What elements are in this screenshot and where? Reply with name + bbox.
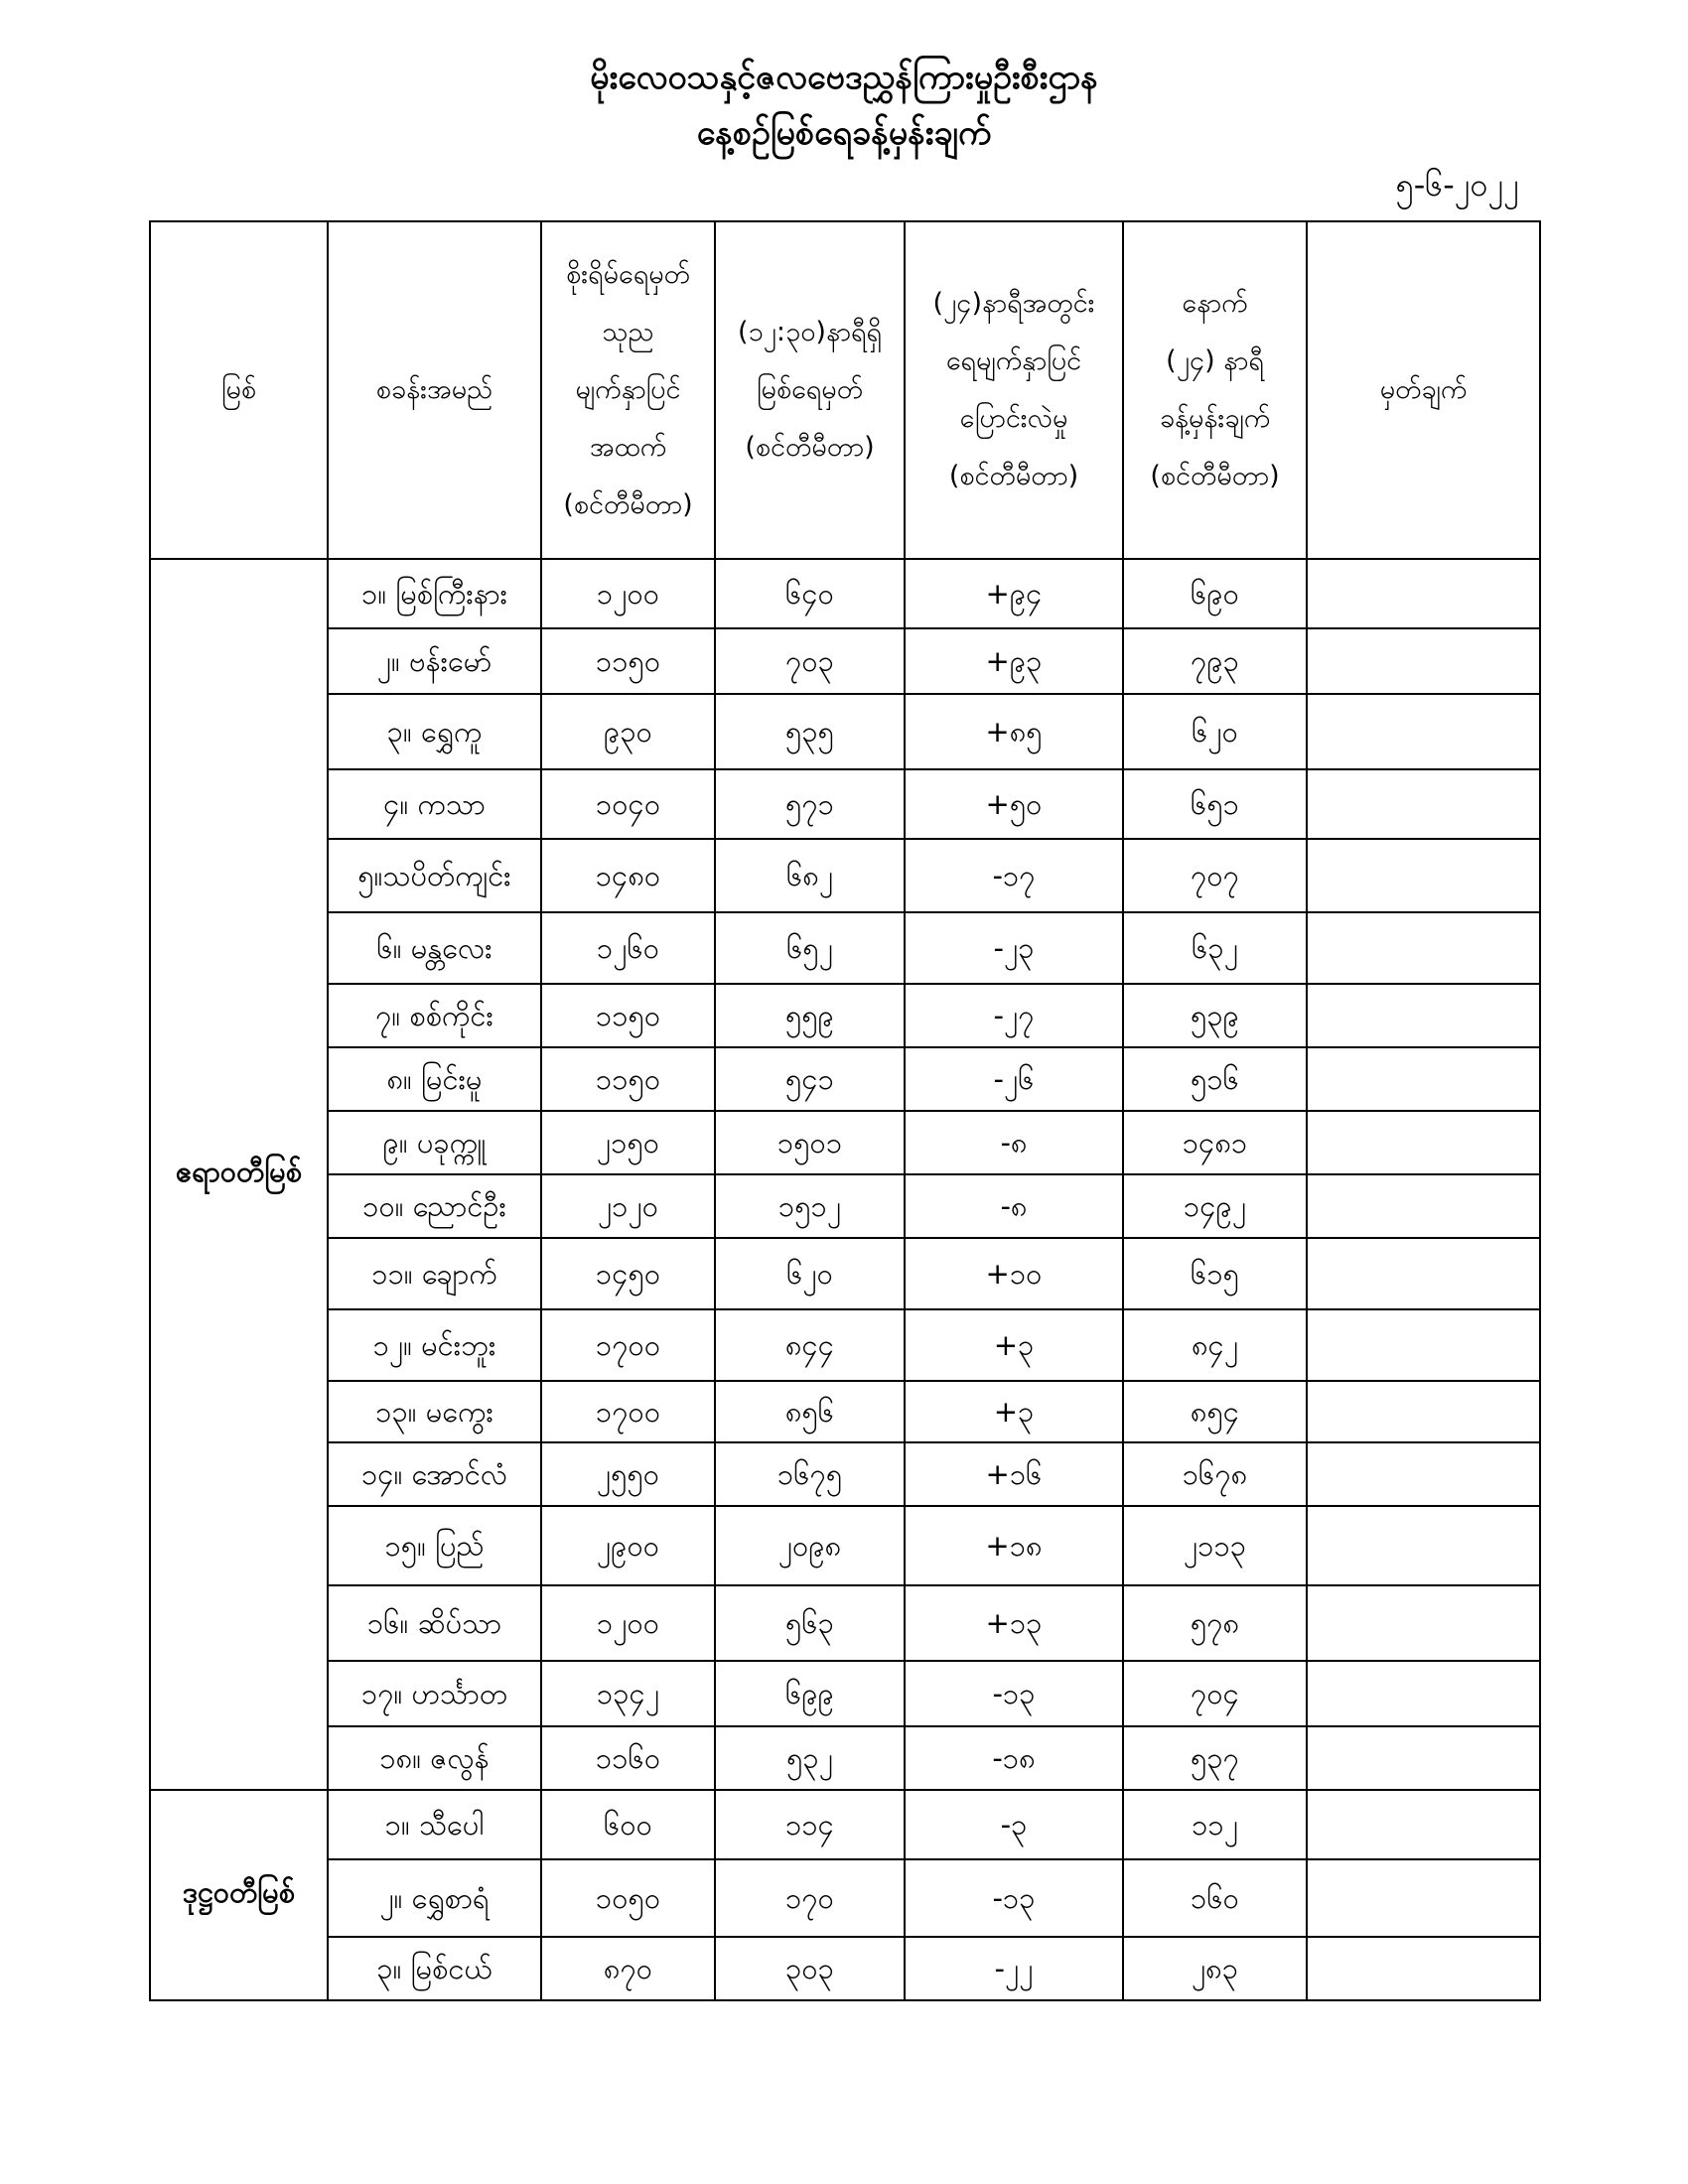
column-header-station [328,221,541,559]
forecast-cell: ၁၁၂ [1123,1790,1307,1859]
table-body [150,559,1540,2000]
table-row [150,1726,1540,1790]
danger-cell: ၂၉၀၀ [541,1506,715,1585]
remark-cell [1307,1174,1540,1238]
level-cell: ၅၃၂ [715,1726,905,1790]
level-cell: ၅၄၁ [715,1047,905,1111]
remark-cell [1307,1726,1540,1790]
table-row [150,1859,1540,1937]
change-cell: -၈ [905,1111,1123,1174]
table-row [150,1309,1540,1381]
danger-cell: ၁၇၀၀ [541,1309,715,1381]
danger-cell: ၁၂၆၀ [541,912,715,984]
remark-cell [1307,1442,1540,1506]
change-cell: +၁၆ [905,1442,1123,1506]
level-cell: ၁၁၄ [715,1790,905,1859]
river-name-cell: ဧရာဝတီမြစ် [150,559,328,1790]
column-header-line: ခန့်မှန်းချက် [1159,403,1271,434]
remark-cell [1307,912,1540,984]
table-row [150,1174,1540,1238]
danger-cell: ၁၃၄၂ [541,1661,715,1726]
forecast-cell: ၅၃၉ [1123,984,1307,1047]
column-header-line: မျက်နှာပြင် [575,374,681,405]
station-cell: ၁၅။ ပြည် [328,1506,541,1585]
remark-cell [1307,1111,1540,1174]
station-cell: ၉။ ပခုက္ကူ [328,1111,541,1174]
forecast-cell: ၅၇၈ [1123,1585,1307,1661]
change-cell: +၉၄ [905,559,1123,628]
report-date: ၅-၆-၂၀၂၂ [1395,166,1519,204]
remark-cell [1307,1585,1540,1661]
station-cell: ၁၁။ ချောက် [328,1238,541,1309]
station-cell: ၁၆။ ဆိပ်သာ [328,1585,541,1661]
station-cell: ၁၃။ မကွေး [328,1381,541,1442]
station-cell: ၂။ ရွှေစာရံ [328,1859,541,1937]
danger-cell: ၁၂၀၀ [541,559,715,628]
column-header-river [150,221,328,559]
station-cell: ၂။ ဗန်းမော် [328,628,541,694]
table-row [150,769,1540,839]
column-header-line: (၂၄)နာရီအတွင်း [932,288,1095,319]
change-cell: +၅၀ [905,769,1123,839]
column-header-line: မြစ်ရေမှတ် [756,374,864,405]
level-cell: ၁၅၁၂ [715,1174,905,1238]
remark-cell [1307,1859,1540,1937]
danger-cell: ၁၄၅၀ [541,1238,715,1309]
remark-cell [1307,1047,1540,1111]
forecast-cell: ၈၅၄ [1123,1381,1307,1442]
station-cell: ၁၇။ ဟင်္သာတ [328,1661,541,1726]
column-header-danger [541,221,715,559]
forecast-cell: ၂၁၁၃ [1123,1506,1307,1585]
forecast-cell: ၁၆၀ [1123,1859,1307,1937]
level-cell: ၆၈၂ [715,839,905,912]
remark-cell [1307,628,1540,694]
column-header-line: (စင်တီမီတာ) [1150,461,1280,491]
column-header-line: ရေမျက်နှာပြင် [945,345,1082,376]
column-header-line: (၂၄) နာရီ [1166,345,1264,376]
remark-cell [1307,1790,1540,1859]
table-row [150,1790,1540,1859]
remark-cell [1307,1661,1540,1726]
change-cell: -၁၃ [905,1661,1123,1726]
column-header-remark [1307,221,1540,559]
remark-cell [1307,1309,1540,1381]
forecast-cell: ၇၀၄ [1123,1661,1307,1726]
danger-cell: ၁၁၆၀ [541,1726,715,1790]
table-row [150,1661,1540,1726]
danger-cell: ၁၇၀၀ [541,1381,715,1442]
station-cell: ၁။ သီပေါ [328,1790,541,1859]
level-cell: ၅၆၃ [715,1585,905,1661]
change-cell: -၁၃ [905,1859,1123,1937]
change-cell: +၁၈ [905,1506,1123,1585]
change-cell: +၃ [905,1309,1123,1381]
forecast-cell: ၂၈၃ [1123,1937,1307,2000]
remark-cell [1307,694,1540,769]
station-cell: ၁၄။ အောင်လံ [328,1442,541,1506]
river-level-table [149,220,1541,2001]
table-row [150,912,1540,984]
column-header-line: မှတ်ချက် [1379,374,1468,405]
level-cell: ၁၆၇၅ [715,1442,905,1506]
column-header-line: သုည [602,317,654,347]
forecast-cell: ၇၉၃ [1123,628,1307,694]
level-cell: ၁၇၀ [715,1859,905,1937]
forecast-cell: ၇၀၇ [1123,839,1307,912]
forecast-cell: ၁၄၉၂ [1123,1174,1307,1238]
table-row [150,1506,1540,1585]
column-header-line: ပြောင်းလဲမှု [959,403,1068,434]
page-subtitle: နေ့စဉ်မြစ်ရေခန့်မှန်းချက် [696,113,992,153]
level-cell: ၆၉၉ [715,1661,905,1726]
station-cell: ၃။ ရွှေကူ [328,694,541,769]
danger-cell: ၆၀၀ [541,1790,715,1859]
forecast-cell: ၈၄၂ [1123,1309,1307,1381]
change-cell: -၈ [905,1174,1123,1238]
change-cell: -၂၂ [905,1937,1123,2000]
level-cell: ၅၃၅ [715,694,905,769]
danger-cell: ၂၁၂၀ [541,1174,715,1238]
table-row [150,1111,1540,1174]
forecast-cell: ၆၉၀ [1123,559,1307,628]
river-name-cell: ဒုဋ္ဌဝတီမြစ် [150,1790,328,2000]
column-header-line: မြစ် [220,374,257,405]
forecast-cell: ၅၃၇ [1123,1726,1307,1790]
danger-cell: ၁၁၅၀ [541,1047,715,1111]
level-cell: ၂၀၉၈ [715,1506,905,1585]
remark-cell [1307,1506,1540,1585]
column-header-forecast [1123,221,1307,559]
danger-cell: ၁၁၅၀ [541,984,715,1047]
forecast-cell: ၆၅၁ [1123,769,1307,839]
remark-cell [1307,1238,1540,1309]
danger-cell: ၁၂၀၀ [541,1585,715,1661]
level-cell: ၇၀၃ [715,628,905,694]
station-cell: ၆။ မန္တလေး [328,912,541,984]
level-cell: ၁၅၀၁ [715,1111,905,1174]
forecast-cell: ၁၆၇၈ [1123,1442,1307,1506]
table-row [150,559,1540,628]
change-cell: +၁၀ [905,1238,1123,1309]
table-header-row [150,221,1540,559]
table-row [150,1937,1540,2000]
station-cell: ၅။သပိတ်ကျင်း [328,839,541,912]
danger-cell: ၁၀၅၀ [541,1859,715,1937]
table-row [150,628,1540,694]
table-row [150,1238,1540,1309]
column-header-change [905,221,1123,559]
column-header-line: နောက် [1182,288,1248,319]
remark-cell [1307,984,1540,1047]
danger-cell: ၈၇၀ [541,1937,715,2000]
column-header-line: (စင်တီမီတာ) [948,461,1079,491]
danger-cell: ၁၄၈၀ [541,839,715,912]
change-cell: +၁၃ [905,1585,1123,1661]
change-cell: -၁၇ [905,839,1123,912]
level-cell: ၆၂၀ [715,1238,905,1309]
remark-cell [1307,1381,1540,1442]
table-row [150,694,1540,769]
station-cell: ၁၀။ ညောင်ဦး [328,1174,541,1238]
table-row [150,1585,1540,1661]
change-cell: -၁၈ [905,1726,1123,1790]
station-cell: ၇။ စစ်ကိုင်း [328,984,541,1047]
remark-cell [1307,769,1540,839]
change-cell: -၃ [905,1790,1123,1859]
station-cell: ၄။ ကသာ [328,769,541,839]
forecast-cell: ၁၄၈၁ [1123,1111,1307,1174]
column-header-line: စခန်းအမည် [375,374,493,405]
level-cell: ၃၀၃ [715,1937,905,2000]
page-title: မိုးလေဝသနှင့်ဇလဗေဒညွှန်ကြားမှုဦးစီးဌာန [590,58,1098,97]
station-cell: ၈။ မြင်းမူ [328,1047,541,1111]
column-header-line: (စင်တီမီတာ) [563,489,693,520]
station-cell: ၃။ မြစ်ငယ် [328,1937,541,2000]
column-header-line: အထက် [589,432,667,463]
change-cell: +၈၅ [905,694,1123,769]
station-cell: ၁၂။ မင်းဘူး [328,1309,541,1381]
table-row [150,984,1540,1047]
change-cell: -၂၆ [905,1047,1123,1111]
remark-cell [1307,1937,1540,2000]
column-header-line: (စင်တီမီတာ) [745,432,875,463]
forecast-cell: ၆၂၀ [1123,694,1307,769]
table-row [150,1047,1540,1111]
danger-cell: ၉၃၀ [541,694,715,769]
level-cell: ၅၇၁ [715,769,905,839]
forecast-cell: ၅၁၆ [1123,1047,1307,1111]
station-cell: ၁။ မြစ်ကြီးနား [328,559,541,628]
level-cell: ၆၅၂ [715,912,905,984]
change-cell: -၂၃ [905,912,1123,984]
level-cell: ၈၄၄ [715,1309,905,1381]
table-row [150,1442,1540,1506]
remark-cell [1307,839,1540,912]
danger-cell: ၂၅၅၀ [541,1442,715,1506]
danger-cell: ၁၁၅၀ [541,628,715,694]
change-cell: -၂၇ [905,984,1123,1047]
column-header-line: (၁၂:၃၀)နာရီရှိ [737,317,883,347]
station-cell: ၁၈။ ဇလွန် [328,1726,541,1790]
column-header-line: စိုးရိမ်ရေမှတ် [566,259,690,290]
level-cell: ၆၄၀ [715,559,905,628]
table-row [150,839,1540,912]
table-row [150,1381,1540,1442]
forecast-cell: ၆၃၂ [1123,912,1307,984]
change-cell: +၃ [905,1381,1123,1442]
danger-cell: ၂၁၅၀ [541,1111,715,1174]
danger-cell: ၁၀၄၀ [541,769,715,839]
forecast-cell: ၆၁၅ [1123,1238,1307,1309]
level-cell: ၈၅၆ [715,1381,905,1442]
remark-cell [1307,559,1540,628]
column-header-level [715,221,905,559]
change-cell: +၉၃ [905,628,1123,694]
level-cell: ၅၅၉ [715,984,905,1047]
